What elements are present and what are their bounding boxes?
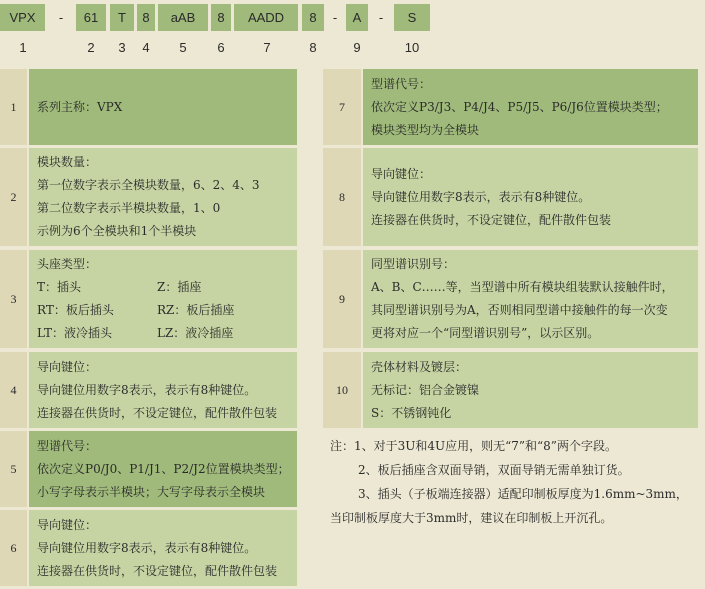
row-number: 5 — [0, 431, 27, 507]
code-part: A — [346, 4, 368, 31]
position-number: 6 — [217, 40, 225, 55]
notes-section — [330, 434, 705, 530]
plug-type: RT：板后插头 — [37, 303, 114, 317]
row-number: 6 — [0, 510, 27, 586]
socket-type: RZ：板后插座 — [157, 303, 235, 317]
note-line: 2、板后插座含双面导销，双面导销无需单独订货。 — [358, 463, 630, 477]
row-line: 第二位数字表示半模块数量，1、0 — [37, 201, 221, 215]
row-line: 模块类型均为全模块 — [371, 122, 480, 137]
row-line: A、B、C……等，当型谱中所有模块组装默认接触件时， — [371, 280, 674, 294]
position-number: 10 — [404, 40, 420, 55]
row-line: S：不锈钢钝化 — [371, 405, 452, 420]
row-content — [363, 250, 698, 348]
position-number: 4 — [142, 40, 150, 55]
position-number: 2 — [87, 40, 95, 55]
row-line: 导向键位用数字8表示，表示有8种键位。 — [37, 382, 257, 397]
row-number: 1 — [0, 69, 27, 145]
table-row — [323, 250, 698, 348]
row-line: 依次定义P3/J3、P4/J4、P5/J5、P6/J6位置模块类型； — [371, 99, 668, 114]
position-number: 5 — [179, 40, 187, 55]
row-number: 7 — [323, 69, 361, 145]
code-part: aAB — [158, 4, 208, 31]
row-line: 依次定义P0/J0、P1/J1、P2/J2位置模块类型； — [37, 461, 290, 476]
row-line: 导向键位： — [37, 517, 98, 532]
row-number: 4 — [0, 352, 27, 428]
table-row — [0, 250, 297, 348]
table-row — [0, 431, 297, 507]
row-line: 导向键位： — [371, 166, 432, 181]
table-row — [0, 352, 297, 428]
position-number: 3 — [118, 40, 126, 55]
row-number: 8 — [323, 148, 361, 246]
row-line: 型谱代号： — [37, 438, 98, 453]
code-part: 8 — [137, 4, 155, 31]
plug-type: T：插头 — [37, 280, 82, 294]
row-content — [363, 352, 698, 428]
plug-type: LT：液冷插头 — [37, 326, 112, 340]
position-number: 9 — [353, 40, 361, 55]
type-pair — [37, 299, 289, 322]
table-row — [323, 148, 698, 246]
row-line: 同型谱识别号： — [371, 257, 456, 271]
code-part: S — [394, 4, 430, 31]
socket-type: Z：插座 — [157, 280, 202, 294]
row-content — [363, 69, 698, 145]
note-line: 当印制板厚度大于3mm时，建议在印制板上开沉孔。 — [330, 511, 613, 525]
row-line: 导向键位用数字8表示，表示有8种键位。 — [37, 540, 257, 555]
row-line: 连接器在供货时，不设定键位，配件散件包装 — [371, 212, 612, 227]
code-part: VPX — [0, 4, 45, 31]
row-content — [29, 510, 297, 586]
row-line: 型谱代号： — [371, 76, 432, 91]
row-content — [29, 148, 297, 246]
row-line: 其同型谱识别号为A，否则相同型谱中接触件的每一次变 — [371, 303, 668, 317]
row-content — [363, 148, 698, 246]
code-part: AADD — [234, 4, 298, 31]
row-line: 系列主称：VPX — [37, 99, 123, 114]
code-part: 61 — [76, 4, 106, 31]
row-line: 头座类型： — [37, 257, 98, 271]
row-line: 第一位数字表示全模块数量，6、2、4、3 — [37, 178, 260, 192]
type-pair — [37, 276, 289, 299]
row-line: 导向键位用数字8表示，表示有8种键位。 — [371, 189, 591, 204]
row-line: 无标记：铝合金镀镍 — [371, 382, 480, 397]
table-row — [323, 352, 698, 428]
code-separator: - — [58, 10, 64, 25]
position-number: 1 — [19, 40, 27, 55]
row-content — [29, 250, 297, 348]
note-line: 3、插头（子板端连接器）适配印制板厚度为1.6mm~3mm， — [358, 487, 688, 501]
row-line: 模块数量： — [37, 155, 98, 169]
row-line: 壳体材料及镀层： — [371, 359, 468, 374]
row-line: 示例为6个全模块和1个半模块 — [37, 224, 197, 238]
position-number: 7 — [263, 40, 271, 55]
row-number: 10 — [323, 352, 361, 428]
table-row — [0, 148, 297, 246]
type-pair — [37, 322, 289, 345]
row-line: 连接器在供货时，不设定键位，配件散件包装 — [37, 563, 278, 578]
table-row — [0, 69, 297, 145]
row-number: 2 — [0, 148, 27, 246]
row-line: 小写字母表示半模块；大写字母表示全模块 — [37, 484, 266, 499]
row-content — [29, 69, 297, 145]
row-line: 连接器在供货时，不设定键位，配件散件包装 — [37, 405, 278, 420]
table-row — [0, 510, 297, 586]
row-content — [29, 352, 297, 428]
note-line: 注：1、对于3U和4U应用，则无“7”和“8”两个字段。 — [330, 439, 617, 453]
row-line: 更将对应一个“同型谱识别号”，以示区别。 — [371, 326, 600, 340]
code-part: 8 — [302, 4, 324, 31]
row-line: 导向键位： — [37, 359, 98, 374]
code-separator: - — [378, 10, 384, 25]
socket-type: LZ：液冷插座 — [157, 326, 234, 340]
code-part: 8 — [211, 4, 231, 31]
row-number: 3 — [0, 250, 27, 348]
position-number: 8 — [309, 40, 317, 55]
row-number: 9 — [323, 250, 361, 348]
code-separator: - — [332, 10, 338, 25]
row-content — [29, 431, 297, 507]
table-row — [323, 69, 698, 145]
code-part: T — [110, 4, 134, 31]
